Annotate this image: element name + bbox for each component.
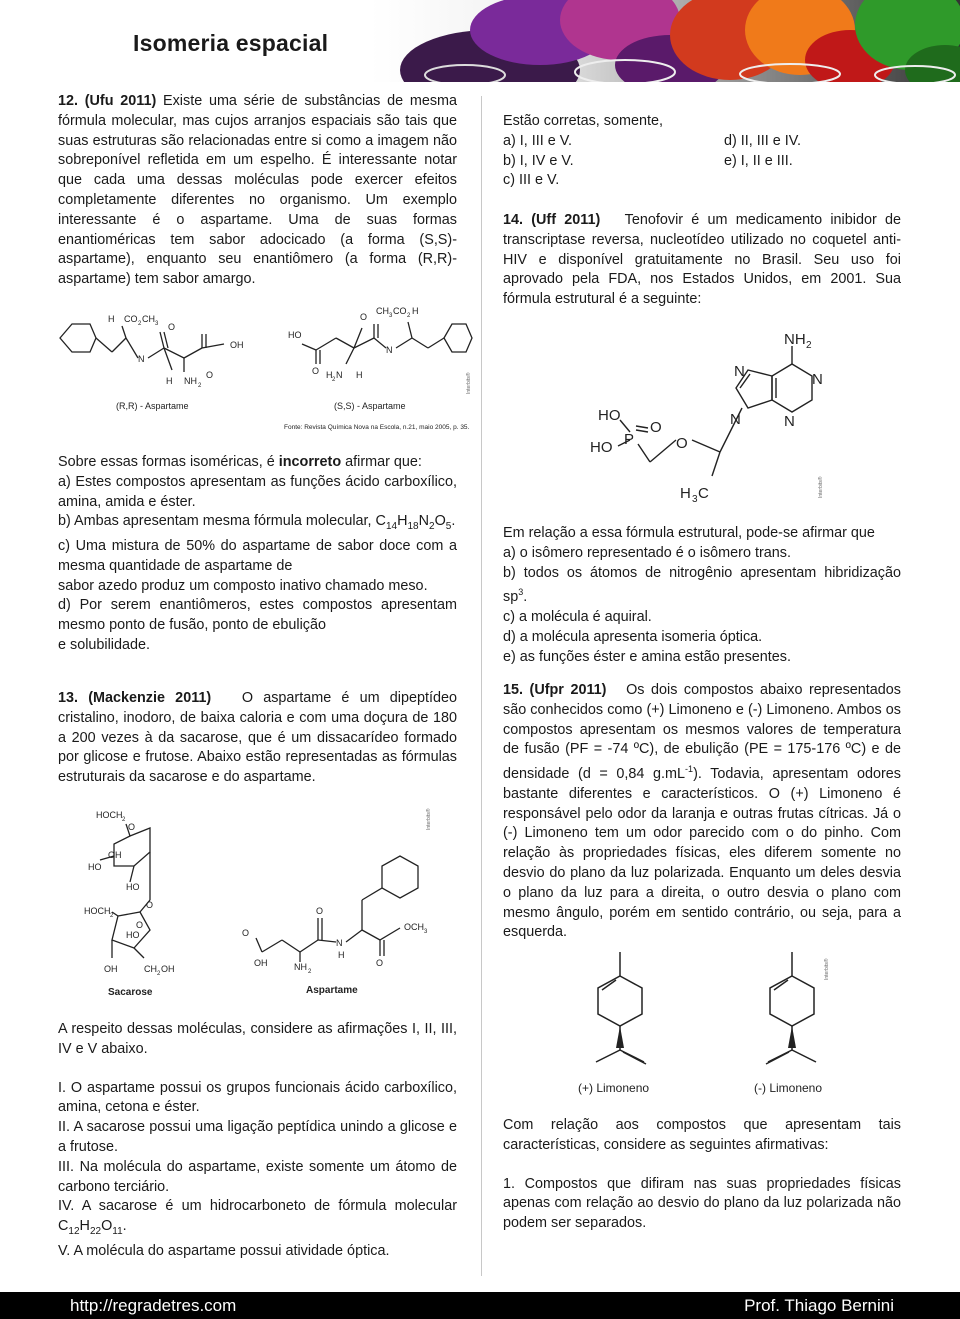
- svg-text:H: H: [338, 950, 345, 960]
- svg-text:OCH: OCH: [404, 922, 424, 932]
- svg-text:O: O: [242, 928, 250, 938]
- svg-text:HO: HO: [598, 407, 621, 424]
- svg-text:C: C: [698, 485, 709, 502]
- question-13-text: O aspartame é um dipeptídeo cristalino, inodoro, de baixa caloria e com uma doçura de 180 a 200 vezes à da sacarose, que é um dissacarídeo formado por glicose e frutose. Abaixo estão representadas as fórmulas estruturais da sacarose e do aspartame.: [58, 690, 458, 786]
- svg-text:CH: CH: [376, 306, 389, 316]
- q14-option-b: b) todos os átomos de nitrogênio apresentam hibridização $sp^3$.: [503, 564, 901, 606]
- q12-stem-post: afirmar que:: [341, 454, 422, 470]
- svg-text:2: 2: [157, 971, 161, 977]
- svg-text:NH: NH: [784, 331, 806, 348]
- tenofovir-figure: [580, 322, 840, 507]
- svg-text:HO: HO: [126, 930, 140, 940]
- q14-option-a: a) o isômero representado é o isômero trans.: [503, 544, 791, 561]
- figure-label-rr: (R,R) - Aspartame: [116, 401, 189, 411]
- svg-text:2: 2: [110, 913, 114, 919]
- svg-text:2: 2: [138, 321, 142, 327]
- q13-statement-i: I. O aspartame possui os grupos funcionais ácido carboxílico, amina, cetona e éster.: [58, 1079, 457, 1116]
- watermark-2: Interbits®: [426, 808, 432, 830]
- question-15-number: 15. (Ufpr 2011): [503, 682, 607, 698]
- q13-option-d: d) II, III e IV.: [724, 132, 802, 149]
- q13-option-a: a) I, III e V.: [503, 132, 573, 149]
- svg-text:H: H: [412, 306, 419, 316]
- q15-item-1: 1. Compostos que difiram nas suas propriedades físicas apenas com relação ao desvio do plano da luz polarizada não podem ser separados.: [503, 1175, 901, 1232]
- svg-text:HO: HO: [590, 439, 613, 456]
- svg-text:NH: NH: [294, 962, 307, 972]
- svg-text:O: O: [206, 370, 214, 380]
- svg-text:HO: HO: [126, 882, 140, 892]
- footer-url-link[interactable]: http://regradetres.com: [70, 1296, 237, 1315]
- svg-text:NH: NH: [184, 376, 197, 386]
- svg-text:3: 3: [389, 313, 393, 319]
- svg-text:2: 2: [332, 377, 336, 383]
- q14-option-d: d) a molécula apresenta isomeria óptica.: [503, 628, 763, 645]
- q12-stem-pre: Sobre essas formas isoméricas, é: [58, 454, 279, 470]
- svg-text:CH: CH: [144, 964, 157, 974]
- svg-text:P: P: [624, 431, 635, 448]
- q14-option-e: e) as funções éster e amina estão presentes.: [503, 648, 791, 665]
- watermark-1: Interbits®: [466, 372, 472, 394]
- q15-stem: Com relação aos compostos que apresentam tais características, considere as seguintes afirmativas:: [503, 1117, 901, 1153]
- q13-statement-iv: IV. A sacarose é um hidrocarboneto de fórmula molecular $C_{12}H_{22}O_{11}$.: [58, 1198, 457, 1238]
- svg-text:3: 3: [424, 929, 428, 935]
- q14-stem: Em relação a essa fórmula estrutural, pode-se afirmar que: [503, 525, 875, 541]
- label-plus-limonene: (+) Limoneno: [578, 1081, 650, 1095]
- svg-text:O: O: [316, 906, 324, 916]
- q12-option-a: a) Estes compostos apresentam as funções ácido carboxílico, amina, amida e éster.: [58, 473, 457, 510]
- q12-option-d1: d) Por serem enantiômeros, estes compostos apresentam mesmo ponto de fusão, ponto de ebulição: [58, 597, 457, 634]
- question-15-text-1: Os dois compostos abaixo representados são conhecidos como (+) Limoneno e (-) Limoneno. Ambos os compostos apresentam os mesmos valores de temperatura de fusão (PF = -74 ºC), de ebulição (PE = 175-176 ºC) e de densidade (d = 0,84 g.mL: [503, 682, 901, 782]
- svg-text:CO: CO: [393, 306, 407, 316]
- question-14-text: Tenofovir é um medicamento inibidor de transcriptase reversa, nucleotídeo utilizado no coquetel anti-HIV e disponível gratuitamente no Brasil. Seu uso foi aprovado pela FDA, nos Estados Unidos, em 2001. Sua fórmula estrutural é a seguinte:: [503, 212, 901, 308]
- svg-text:O: O: [136, 920, 144, 930]
- q12-option-b-text: b) Ambas apresentam mesma fórmula molecular,: [58, 513, 376, 530]
- question-15-items: [503, 1116, 901, 1234]
- svg-text:HOCH: HOCH: [96, 810, 123, 820]
- question-14-number: 14. (Uff 2011): [503, 212, 601, 228]
- question-12: [58, 92, 457, 290]
- svg-text:2: 2: [407, 313, 411, 319]
- question-12-text: Existe uma série de substâncias de mesma fórmula molecular, mas cujos arranjos espaciais são tais que suas estruturas são relacionadas entre si como a imagem não sobreponível refletida em um espelho. É interessante notar que cada uma dessas moléculas pode exercer efeitos completamente diferentes no organismo. Um exemplo interessante é o aspartame. Uma de suas formas enantioméricas tem sabor adocicado (a forma (S,S)-aspartame), enquanto seu enantiômero (a forma (R,R)-aspartame) tem sabor amargo.: [58, 93, 458, 288]
- question-14: [503, 211, 901, 310]
- svg-text:N: N: [784, 413, 795, 430]
- figure-source: Fonte: Revista Química Nova na Escola, n.21, maio 2005, p. 35.: [284, 424, 470, 431]
- question-13: [58, 689, 457, 788]
- question-13-number: 13. (Mackenzie 2011): [58, 690, 212, 706]
- question-13-statements: [58, 1020, 457, 1262]
- svg-text:O: O: [650, 419, 662, 436]
- svg-text:OH: OH: [254, 958, 268, 968]
- svg-text:CH: CH: [142, 314, 155, 324]
- svg-text:O: O: [128, 822, 136, 832]
- footer-author: Prof. Thiago Bernini: [744, 1296, 894, 1315]
- svg-text:H: H: [166, 376, 173, 386]
- svg-text:O: O: [676, 435, 688, 452]
- svg-text:HO: HO: [288, 330, 302, 340]
- svg-text:OH: OH: [230, 340, 244, 350]
- svg-text:N: N: [138, 354, 145, 364]
- label-sacarose: Sacarose: [108, 987, 153, 998]
- q13-stem: Estão corretas, somente,: [503, 113, 663, 129]
- aspartame-enantiomers-figure: [56, 300, 476, 435]
- header-flasks-image: [370, 0, 960, 82]
- q13-statement-ii: II. A sacarose possui uma ligação peptídica unindo a glicose e a frutose.: [58, 1119, 457, 1155]
- question-15: 15. (Ufpr 2011) Os dois compostos abaixo representados são conhecidos como (+) Limoneno e (-) Limoneno. Ambos os compostos apresentam os mesmos valores de temperatura de fusão (PF = -74 ºC), de ebulição (PE = 175-176 ºC) e de densidade (d = 0,84 $g.mL^{-1}$). Todavia, apresentam odores bastante diferentes e característicos. O (+) Limoneno é responsável pelo odor da laranja e outras frutas cítricas. Já o (-) Limoneno tem um odor parecido com o do pinho. Com relação às propriedades físicas, eles diferem somente no desvio do plano da luz polarizada. Enquanto um deles desvia o plano da luz para a direita, o outro desvia o plano com mesmo ângulo, porém em sentido contrário, ou seja, para a esquerda.: [503, 682, 902, 941]
- q13-option-c: c) III e V.: [503, 172, 560, 189]
- svg-text:2: 2: [122, 817, 126, 823]
- svg-text:N: N: [386, 345, 393, 355]
- q12-stem-bold: incorreto: [278, 454, 342, 470]
- label-minus-limonene: (-) Limoneno: [754, 1081, 823, 1095]
- footer-bar: [0, 1292, 960, 1319]
- svg-text:2: 2: [198, 383, 202, 389]
- svg-text:N: N: [336, 370, 343, 380]
- svg-text:H: H: [326, 370, 333, 380]
- page-title: Isomeria espacial: [133, 30, 329, 56]
- q14-option-c: c) a molécula é aquiral.: [503, 608, 652, 625]
- svg-text:CO: CO: [124, 314, 138, 324]
- svg-text:2: 2: [806, 340, 812, 351]
- svg-text:N: N: [336, 938, 343, 948]
- q12-option-d2: e solubilidade.: [58, 637, 151, 654]
- svg-text:N: N: [734, 363, 745, 380]
- svg-text:H: H: [680, 485, 691, 502]
- svg-text:H: H: [108, 314, 115, 324]
- q13-option-e: e) I, II e III.: [724, 152, 793, 169]
- svg-text:OH: OH: [108, 850, 122, 860]
- q12-option-c1: c) Uma mistura de 50% do aspartame de sabor doce com a mesma quantidade de aspartame de: [58, 538, 457, 574]
- watermark-3: Interbits®: [818, 476, 824, 498]
- question-12-number: 12. (Ufu 2011): [58, 93, 157, 109]
- svg-text:HOCH: HOCH: [84, 906, 111, 916]
- svg-text:O: O: [312, 366, 320, 376]
- svg-text:OH: OH: [104, 964, 118, 974]
- q13-statement-iv-text: IV. A sacarose é um hidrocarboneto de fórmula molecular: [58, 1198, 457, 1215]
- q14-option-b-text: b) todos os átomos de nitrogênio apresentam hibridização sp: [503, 564, 901, 606]
- q12-option-c2: sabor azedo produz um composto inativo chamado meso.: [58, 577, 428, 594]
- label-aspartame: Aspartame: [306, 985, 358, 996]
- question-12-options: [58, 453, 457, 656]
- sacarose-aspartame-figure: [78, 800, 438, 1005]
- svg-text:O: O: [146, 900, 154, 910]
- svg-text:3: 3: [155, 321, 159, 327]
- watermark-4: Interbits®: [824, 958, 830, 980]
- svg-text:OH: OH: [161, 964, 175, 974]
- svg-text:O: O: [168, 322, 176, 332]
- q13-option-b: b) I, IV e V.: [503, 152, 574, 169]
- q13-statement-v: V. A molécula do aspartame possui atividade óptica.: [58, 1242, 390, 1259]
- figure-label-ss: (S,S) - Aspartame: [334, 401, 406, 411]
- svg-text:N: N: [730, 411, 741, 428]
- svg-text:N: N: [812, 371, 823, 388]
- q12-option-b: b) Ambas apresentam mesma fórmula molecular, $C_{14}H_{18}N_2O_5$.: [58, 513, 456, 533]
- svg-text:3: 3: [692, 494, 698, 505]
- question-13-options: [503, 112, 901, 191]
- q13-statement-iii: III. Na molécula do aspartame, existe somente um átomo de carbono terciário.: [58, 1158, 457, 1195]
- svg-text:H: H: [356, 370, 363, 380]
- svg-text:HO: HO: [88, 862, 102, 872]
- svg-text:O: O: [376, 958, 384, 968]
- q13-intro: A respeito dessas moléculas, considere as afirmações I, II, III, IV e V abaixo.: [58, 1021, 457, 1057]
- question-14-options: [503, 524, 901, 667]
- svg-text:2: 2: [308, 969, 312, 975]
- svg-text:O: O: [360, 312, 368, 322]
- column-divider: [481, 96, 482, 1276]
- limonene-figure: [560, 950, 840, 1098]
- question-15-text-2: ). Todavia, apresentam odores bastante diferentes e característicos. O (+) Limoneno é responsável pelo odor da laranja e outras frutas cítricas. Já o (-) Limoneno tem um odor parecido com o do pinho. Com relação às propriedades físicas, eles diferem somente no desvio do plano da luz polarizada. Enquanto um deles desvia o plano da luz para a direita, o outro desvia o plano com mesmo ângulo, porém em sentido contrário, ou seja, para a esquerda.: [503, 765, 902, 941]
